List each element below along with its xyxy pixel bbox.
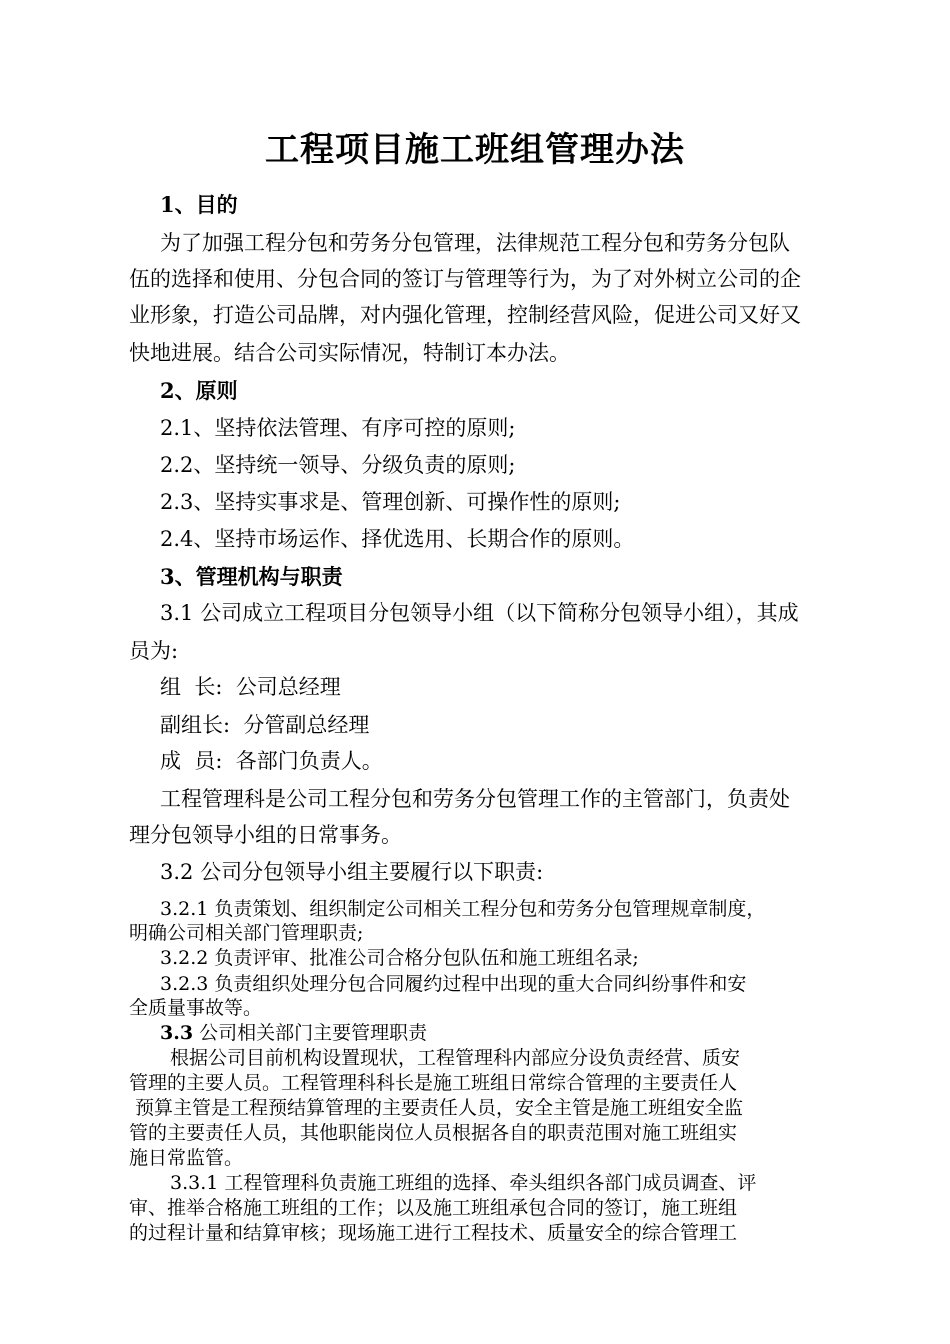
section-1-line-2: 伍的选择和使用、分包合同的签订与管理等行为，为了对外树立公司的企 [129, 267, 801, 291]
clause-3-2-3-line-2: 全质量事故等。 [129, 997, 263, 1019]
principle-item-2: 2.2、坚持统一领导、分级负责的原则; [160, 453, 516, 477]
clause-3-1-line-2: 员为: [129, 639, 179, 663]
clause-3-3-1-line-3: 的过程计量和结算审核；现场施工进行工程技术、质量安全的综合管理工 [129, 1222, 738, 1244]
member-members: 成 员: 各部门负责人。 [160, 749, 383, 773]
clause-3-1-line-1: 3.1 公司成立工程项目分包领导小组（以下简称分包领导小组），其成 [160, 601, 799, 625]
clause-3-3-number: 3.3 [160, 1022, 194, 1044]
dept-line-2: 理分包领导小组的日常事务。 [129, 823, 402, 847]
clause-3-3-title: 公司相关部门主要管理职责 [193, 1022, 428, 1044]
clause-3-2-1-line-2: 明确公司相关部门管理职责; [129, 922, 364, 944]
clause-3-2-2: 3.2.2 负责评审、批准公司合格分包队伍和施工班组名录; [160, 947, 639, 969]
clause-3-3-body-line-1: 根据公司目前机构设置现状，工程管理科内部应分设负责经营、质安 [170, 1047, 741, 1069]
clause-3-2-3-line-1: 3.2.3 负责组织处理分包合同履约过程中出现的重大合同纠纷事件和安 [160, 973, 747, 995]
clause-3-2: 3.2 公司分包领导小组主要履行以下职责: [160, 860, 544, 884]
clause-3-2-1-line-1: 3.2.1 负责策划、组织制定公司相关工程分包和劳务分包管理规章制度， [160, 898, 766, 920]
member-leader: 组 长: 公司总经理 [160, 675, 341, 699]
clause-3-3-body-line-4: 管的主要责任人员，其他职能岗位人员根据各自的职责范围对施工班组实 [129, 1122, 738, 1144]
principle-item-4: 2.4、坚持市场运作、择优选用、长期合作的原则。 [160, 527, 635, 551]
principle-item-1: 2.1、坚持依法管理、有序可控的原则; [160, 416, 516, 440]
section-1-line-1: 为了加强工程分包和劳务分包管理，法律规范工程分包和劳务分包队 [160, 231, 790, 255]
document-title: 工程项目施工班组管理办法 [265, 130, 685, 170]
principle-item-3: 2.3、坚持实事求是、管理创新、可操作性的原则; [160, 490, 621, 514]
clause-3-3-body-line-2: 管理的主要人员。工程管理科科长是施工班组日常综合管理的主要责任人 [129, 1072, 738, 1094]
section-1-line-3: 业形象，打造公司品牌，对内强化管理，控制经营风险，促进公司又好又 [129, 303, 801, 327]
clause-3-3-heading [160, 1020, 427, 1046]
section-1-heading: 1、目的 [160, 192, 238, 217]
section-1-line-4: 快地进展。结合公司实际情况，特制订本办法。 [129, 341, 570, 365]
clause-3-3-1-line-2: 审、推举合格施工班组的工作；以及施工班组承包合同的签订，施工班组 [129, 1197, 738, 1219]
dept-line-1: 工程管理科是公司工程分包和劳务分包管理工作的主管部门，负责处 [160, 787, 790, 811]
section-3-heading: 3、管理机构与职责 [160, 564, 343, 589]
section-2-heading: 2、原则 [160, 378, 238, 403]
member-deputy-leader: 副组长: 分管副总经理 [160, 713, 370, 737]
clause-3-3-body-line-5: 施日常监管。 [129, 1147, 244, 1169]
clause-3-3-1-line-1: 3.3.1 工程管理科负责施工班组的选择、牵头组织各部门成员调查、评 [170, 1172, 757, 1194]
clause-3-3-body-line-3: 预算主管是工程预结算管理的主要责任人员，安全主管是施工班组安全监 [129, 1097, 744, 1119]
